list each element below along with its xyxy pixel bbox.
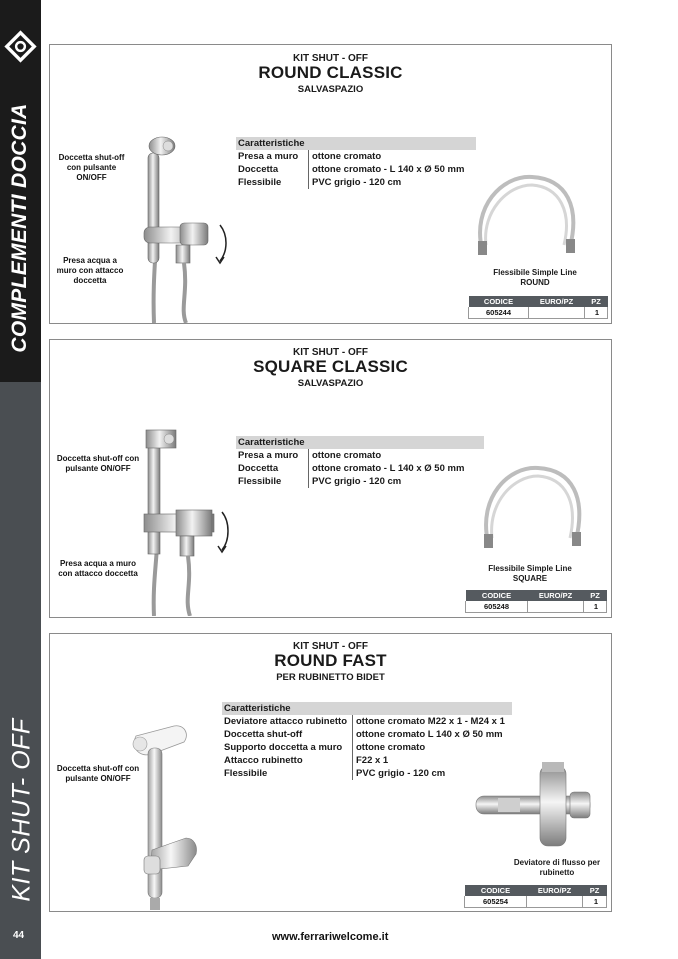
spec-value: PVC grigio - 120 cm <box>308 176 401 189</box>
note-wall-outlet: Presa acqua a muro con attacco doccetta <box>56 256 124 285</box>
spec-row <box>236 150 476 163</box>
spec-row <box>236 449 484 462</box>
page-number: 44 <box>13 930 25 941</box>
spec-row <box>236 462 484 475</box>
header-pz: PZ <box>583 885 607 896</box>
spec-label: Presa a muro <box>238 450 299 461</box>
spec-value: ottone cromato <box>308 150 381 163</box>
spec-row <box>222 715 512 728</box>
spec-value: ottone cromato L 140 x Ø 50 mm <box>352 728 503 741</box>
product-name: ROUND FAST <box>274 651 387 670</box>
product-subtitle: SALVASPAZIO <box>297 84 364 95</box>
spec-value: ottone cromato - L 140 x Ø 50 mm <box>308 462 464 475</box>
product-code: 605244 <box>469 307 529 319</box>
accessory-caption <box>480 268 590 288</box>
spec-row <box>236 163 476 176</box>
product-code: 605248 <box>466 601 528 613</box>
spec-label: Flessibile <box>238 177 282 188</box>
product-price <box>528 601 584 613</box>
spec-row <box>222 741 512 754</box>
brand-logo-icon <box>4 30 37 63</box>
header-codice: CODICE <box>469 296 529 307</box>
spec-table <box>236 137 476 189</box>
header-euro: EURO/PZ <box>527 885 583 896</box>
table-row <box>466 601 607 613</box>
accessory-caption <box>502 858 612 878</box>
product-subtitle: PER RUBINETTO BIDET <box>276 672 385 683</box>
product-code-table <box>465 590 607 613</box>
sidebar <box>0 0 41 959</box>
header-euro: EURO/PZ <box>529 296 585 307</box>
product-panel-square-classic <box>49 339 612 618</box>
accessory-caption-line-1: Deviatore di flusso per <box>513 858 601 867</box>
product-qty: 1 <box>583 896 607 908</box>
product-panel-round-fast <box>49 633 612 912</box>
accessory-caption-line-2: ROUND <box>520 278 550 287</box>
spec-header: Caratteristiche <box>236 137 476 150</box>
shower-kit-image-icon <box>122 720 222 910</box>
note-shower-head: Doccetta shut-off con pulsante ON/OFF <box>56 454 140 473</box>
kit-label: KIT SHUT - OFF <box>293 641 368 652</box>
product-subtitle: SALVASPAZIO <box>297 378 364 389</box>
kit-label: KIT SHUT - OFF <box>293 53 368 64</box>
spec-row <box>222 754 512 767</box>
spec-value: PVC grigio - 120 cm <box>308 475 401 488</box>
table-row <box>469 307 608 319</box>
spec-value: ottone cromato <box>308 449 381 462</box>
shower-kit-image-icon <box>140 426 240 616</box>
spec-row <box>222 728 512 741</box>
spec-row <box>236 176 476 189</box>
diverter-valve-image-icon <box>472 760 596 854</box>
product-qty: 1 <box>585 307 608 319</box>
product-code-table <box>468 296 608 319</box>
spec-value: PVC grigio - 120 cm <box>352 767 445 780</box>
table-row <box>465 896 607 908</box>
accessory-caption-line-2: rubinetto <box>539 868 575 877</box>
spec-header: Caratteristiche <box>222 702 512 715</box>
header-codice: CODICE <box>466 590 528 601</box>
table-header-row <box>469 296 608 307</box>
product-price <box>529 307 585 319</box>
note-shower-head: Doccetta shut-off con pulsante ON/OFF <box>56 764 140 783</box>
accessory-caption-line-1: Flessibile Simple Line <box>488 564 572 573</box>
website-url[interactable]: www.ferrariwelcome.it <box>272 931 389 943</box>
spec-table <box>222 702 512 780</box>
product-code: 605254 <box>465 896 527 908</box>
kit-label: KIT SHUT - OFF <box>293 347 368 358</box>
product-name: ROUND CLASSIC <box>258 63 403 82</box>
header-pz: PZ <box>584 590 607 601</box>
flexible-hose-image-icon <box>478 458 590 552</box>
spec-label: Doccetta shut-off <box>224 729 303 740</box>
note-wall-outlet: Presa acqua a muro con attacco doccetta <box>58 559 138 578</box>
accessory-caption-line-1: Flessibile Simple Line <box>493 268 577 277</box>
spec-label: Attacco rubinetto <box>224 755 303 766</box>
accessory-caption <box>475 564 585 584</box>
flexible-hose-image-icon <box>472 167 584 259</box>
spec-table <box>236 436 484 488</box>
table-header-row <box>465 885 607 896</box>
spec-label: Doccetta <box>238 164 279 175</box>
spec-label: Flessibile <box>224 768 268 779</box>
spec-row <box>236 475 484 488</box>
product-price <box>527 896 583 908</box>
category-title: KIT SHUT- OFF <box>7 718 36 902</box>
spec-value: ottone cromato - L 140 x Ø 50 mm <box>308 163 464 176</box>
spec-row <box>222 767 512 780</box>
spec-value: ottone cromato M22 x 1 - M24 x 1 <box>352 715 505 728</box>
spec-label: Deviatore attacco rubinetto <box>224 716 347 727</box>
product-panel-round-classic <box>49 44 612 324</box>
product-code-table <box>464 885 607 908</box>
note-shower-head: Doccetta shut-off con pulsante ON/OFF <box>58 153 125 182</box>
accessory-caption-line-2: SQUARE <box>512 574 548 583</box>
header-pz: PZ <box>585 296 608 307</box>
spec-label: Supporto doccetta a muro <box>224 742 343 753</box>
header-codice: CODICE <box>465 885 527 896</box>
shower-kit-image-icon <box>132 133 237 323</box>
product-name: SQUARE CLASSIC <box>253 357 408 376</box>
spec-value: F22 x 1 <box>352 754 388 767</box>
spec-header: Caratteristiche <box>236 436 484 449</box>
section-title: COMPLEMENTI DOCCIA <box>8 103 31 353</box>
header-euro: EURO/PZ <box>528 590 584 601</box>
spec-label: Flessibile <box>238 476 282 487</box>
product-qty: 1 <box>584 601 607 613</box>
table-header-row <box>466 590 607 601</box>
spec-label: Presa a muro <box>238 151 299 162</box>
spec-value: ottone cromato <box>352 741 425 754</box>
spec-label: Doccetta <box>238 463 279 474</box>
